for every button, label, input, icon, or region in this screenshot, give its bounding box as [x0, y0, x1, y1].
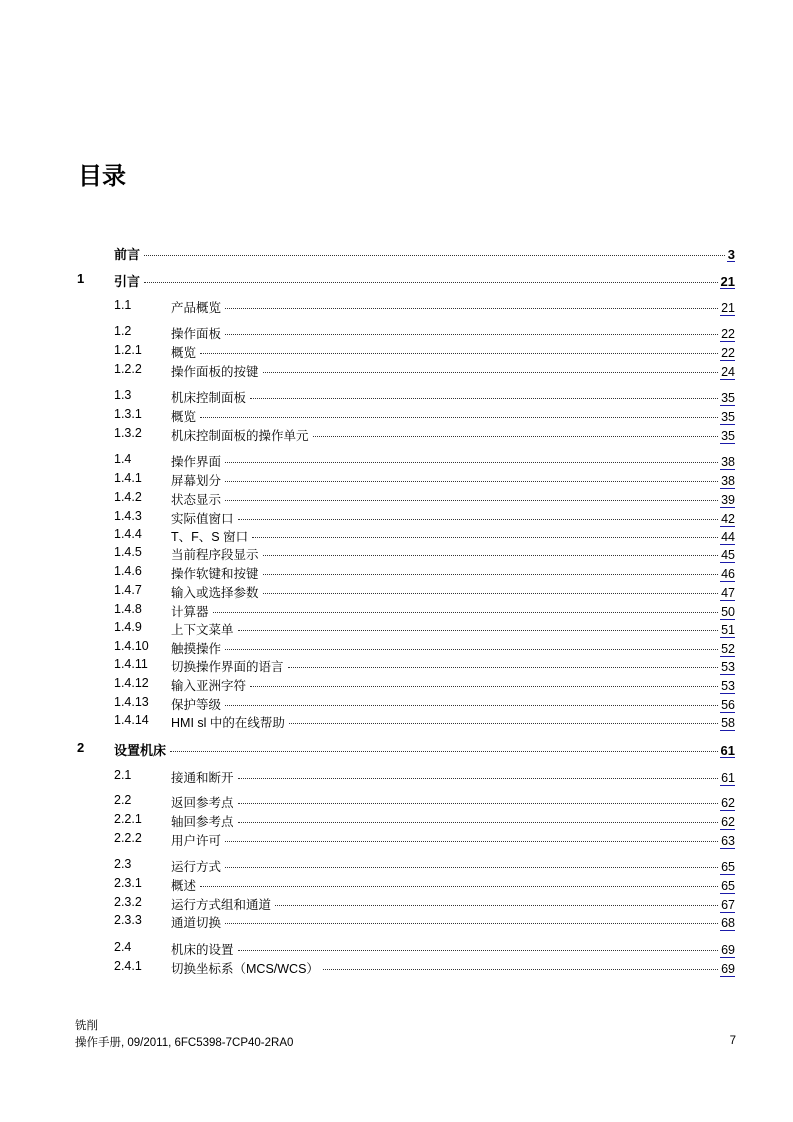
toc-entry-number: 1.2.2 — [114, 362, 142, 376]
toc-entry[interactable] — [0, 298, 793, 316]
toc-page-link[interactable]: 35 — [721, 410, 735, 424]
toc-dot-leader — [263, 371, 719, 373]
toc-entry-number: 1.3.1 — [114, 407, 142, 421]
toc-page-link[interactable]: 21 — [721, 301, 735, 315]
toc-dot-leader — [263, 592, 719, 594]
toc-entry[interactable] — [0, 857, 793, 875]
toc-entry-title: T、F、S 窗口 — [171, 530, 249, 544]
toc-dot-leader — [250, 397, 718, 399]
toc-entry-title: 屏幕划分 — [171, 474, 222, 488]
toc-dot-leader — [275, 904, 718, 906]
toc-page-link[interactable]: 61 — [720, 743, 735, 758]
toc-entry-title: 机床控制面板的操作单元 — [171, 429, 309, 443]
toc-entry[interactable] — [0, 343, 793, 361]
toc-dot-leader — [225, 333, 718, 335]
toc-page-link[interactable]: 22 — [721, 327, 735, 341]
toc-page-link[interactable]: 46 — [721, 567, 735, 581]
toc-entry[interactable] — [0, 895, 793, 913]
toc-page-link[interactable]: 65 — [721, 879, 735, 893]
toc-entry-title: 产品概览 — [171, 301, 222, 315]
toc-entry-title: 输入或选择参数 — [171, 586, 259, 600]
toc-page-link[interactable]: 51 — [721, 623, 735, 637]
toc-dot-leader — [288, 666, 719, 668]
toc-page-link[interactable]: 35 — [721, 429, 735, 443]
toc-entry[interactable] — [0, 768, 793, 786]
toc-dot-leader — [313, 435, 719, 437]
toc-entry-number: 1.3.2 — [114, 426, 142, 440]
toc-chapter-entry[interactable] — [0, 244, 793, 262]
toc-entry[interactable] — [0, 620, 793, 638]
toc-chapter-entry[interactable] — [0, 271, 793, 289]
toc-page-link[interactable]: 56 — [721, 698, 735, 712]
toc-entry[interactable] — [0, 583, 793, 601]
toc-page-link[interactable]: 63 — [721, 834, 735, 848]
toc-entry-number: 2.1 — [114, 768, 132, 782]
toc-entry-title: 机床的设置 — [171, 943, 234, 957]
toc-entry-number: 2.4 — [114, 940, 132, 954]
toc-entry-title: HMI sl 中的在线帮助 — [171, 716, 285, 730]
toc-entry-title: 机床控制面板 — [171, 391, 247, 405]
toc-entry-number: 1.4.6 — [114, 564, 142, 578]
toc-dot-leader — [225, 307, 718, 309]
toc-entry-title: 操作面板 — [171, 327, 222, 341]
toc-dot-leader — [144, 281, 718, 283]
toc-entry-title: 引言 — [114, 274, 141, 289]
toc-entry-number: 1.4.3 — [114, 509, 142, 523]
toc-entry[interactable] — [0, 426, 793, 444]
toc-entry-title: 状态显示 — [171, 493, 222, 507]
toc-entry[interactable] — [0, 471, 793, 489]
toc-entry[interactable] — [0, 913, 793, 931]
toc-page-link[interactable]: 67 — [721, 898, 735, 912]
toc-entry-number: 2.2.2 — [114, 831, 142, 845]
toc-entry-number: 2.3.1 — [114, 876, 142, 890]
toc-dot-leader — [225, 499, 718, 501]
toc-entry[interactable] — [0, 509, 793, 527]
toc-dot-leader — [200, 416, 718, 418]
toc-entry[interactable] — [0, 545, 793, 563]
toc-entry[interactable] — [0, 876, 793, 894]
toc-entry-title: 概览 — [171, 346, 197, 360]
toc-page-link[interactable]: 53 — [721, 660, 735, 674]
toc-entry-title: 实际值窗口 — [171, 512, 234, 526]
toc-entry-number: 2 — [77, 740, 85, 755]
toc-entry-title: 上下文菜单 — [171, 623, 234, 637]
toc-entry[interactable] — [0, 388, 793, 406]
toc-entry[interactable] — [0, 407, 793, 425]
toc-entry-number: 1.4.10 — [114, 639, 149, 653]
toc-entry[interactable] — [0, 940, 793, 958]
toc-entry-number: 1.4.7 — [114, 583, 142, 597]
toc-entry-title: 接通和断开 — [171, 771, 234, 785]
toc-page-link[interactable]: 65 — [721, 860, 735, 874]
toc-entry-number: 1.4.11 — [114, 657, 148, 671]
toc-entry-title: 用户许可 — [171, 834, 222, 848]
toc-entry-number: 1.4.2 — [114, 490, 142, 504]
toc-entry-title: 运行方式 — [171, 860, 222, 874]
toc-entry-number: 1.4.9 — [114, 620, 142, 634]
toc-dot-leader — [323, 968, 718, 970]
toc-entry[interactable] — [0, 695, 793, 713]
toc-page-link[interactable]: 62 — [721, 815, 735, 829]
toc-entry-number: 2.2.1 — [114, 812, 142, 826]
toc-page-link[interactable]: 21 — [720, 274, 735, 289]
toc-dot-leader — [238, 821, 719, 823]
toc-dot-leader — [144, 254, 725, 256]
toc-page-link[interactable]: 39 — [721, 493, 735, 507]
toc-dot-leader — [289, 722, 718, 724]
toc-entry-title: 前言 — [114, 247, 141, 262]
toc-entry[interactable] — [0, 490, 793, 508]
page-title: 目录 — [78, 162, 126, 190]
toc-entry-title: 通道切换 — [171, 916, 222, 930]
toc-entry-number: 1.4.14 — [114, 713, 149, 727]
toc-entry-number: 2.4.1 — [114, 959, 142, 973]
toc-dot-leader — [238, 518, 719, 520]
toc-dot-leader — [225, 480, 718, 482]
toc-entry[interactable] — [0, 831, 793, 849]
toc-entry-number: 1.1 — [114, 298, 132, 312]
toc-entry-number: 1.4 — [114, 452, 132, 466]
footer-product: 铣削 — [75, 1020, 98, 1032]
toc-entry-title: 设置机床 — [114, 743, 167, 758]
toc-page-link[interactable]: 22 — [721, 346, 735, 360]
toc-entry[interactable] — [0, 564, 793, 582]
toc-entry-title: 输入亚洲字符 — [171, 679, 247, 693]
toc-page-link[interactable]: 47 — [721, 586, 735, 600]
toc-page-link[interactable]: 53 — [721, 679, 735, 693]
footer-manual-info: 操作手册, 09/2011, 6FC5398-7CP40-2RA0 — [75, 1037, 294, 1049]
toc-entry[interactable] — [0, 452, 793, 470]
toc-entry[interactable] — [0, 362, 793, 380]
toc-page-link[interactable]: 38 — [721, 474, 735, 488]
toc-page-link[interactable]: 50 — [721, 605, 735, 619]
toc-entry[interactable] — [0, 713, 793, 731]
toc-page-link[interactable]: 42 — [721, 512, 735, 526]
toc-dot-leader — [238, 777, 719, 779]
toc-entry[interactable] — [0, 639, 793, 657]
toc-entry[interactable] — [0, 657, 793, 675]
toc-page-link[interactable]: 52 — [721, 642, 735, 656]
toc-dot-leader — [263, 554, 719, 556]
toc-page-link[interactable]: 3 — [727, 247, 735, 262]
toc-dot-leader — [225, 840, 718, 842]
toc-entry-title: 当前程序段显示 — [171, 548, 259, 562]
toc-dot-leader — [238, 629, 719, 631]
toc-entry-title: 保护等级 — [171, 698, 222, 712]
toc-page-link[interactable]: 38 — [721, 455, 735, 469]
toc-dot-leader — [200, 885, 718, 887]
toc-entry-title: 概述 — [171, 879, 197, 893]
toc-entry[interactable] — [0, 793, 793, 811]
toc-dot-leader — [263, 573, 719, 575]
toc-page-link[interactable]: 68 — [721, 916, 735, 930]
toc-entry-title: 返回参考点 — [171, 796, 234, 810]
toc-page-link[interactable]: 45 — [721, 548, 735, 562]
toc-entry[interactable] — [0, 527, 793, 545]
toc-entry-number: 2.3.3 — [114, 913, 142, 927]
toc-entry-number: 1.4.13 — [114, 695, 149, 709]
toc-entry-number: 1.4.1 — [114, 471, 142, 485]
toc-dot-leader — [225, 648, 718, 650]
toc-entry-title: 轴回参考点 — [171, 815, 234, 829]
toc-dot-leader — [238, 949, 719, 951]
toc-dot-leader — [200, 352, 718, 354]
toc-dot-leader — [170, 750, 718, 752]
toc-entry-number: 1.2 — [114, 324, 132, 338]
toc-entry[interactable] — [0, 602, 793, 620]
toc-entry-title: 操作软键和按键 — [171, 567, 259, 581]
toc-entry[interactable] — [0, 959, 793, 977]
toc-entry[interactable] — [0, 812, 793, 830]
toc-chapter-entry[interactable] — [0, 740, 793, 758]
toc-page-link[interactable]: 58 — [721, 716, 735, 730]
toc-entry-title: 切换坐标系（MCS/WCS） — [171, 962, 319, 976]
toc-entry-title: 概览 — [171, 410, 197, 424]
toc-entry-title: 触摸操作 — [171, 642, 222, 656]
toc-entry-number: 1.4.12 — [114, 676, 149, 690]
toc-page-link[interactable]: 44 — [721, 530, 735, 544]
toc-dot-leader — [213, 611, 719, 613]
toc-dot-leader — [225, 704, 718, 706]
footer-page-number: 7 — [729, 1035, 736, 1047]
toc-entry-number: 1.4.8 — [114, 602, 142, 616]
toc-entry[interactable] — [0, 676, 793, 694]
toc-entry-title: 计算器 — [171, 605, 209, 619]
toc-entry-title: 操作面板的按键 — [171, 365, 259, 379]
toc-entry-number: 1.4.4 — [114, 527, 142, 541]
toc-dot-leader — [225, 922, 718, 924]
toc-entry-number: 2.2 — [114, 793, 132, 807]
toc-dot-leader — [252, 536, 718, 538]
toc-entry-number: 2.3.2 — [114, 895, 142, 909]
toc-entry-title: 操作界面 — [171, 455, 222, 469]
toc-entry-title: 运行方式组和通道 — [171, 898, 272, 912]
toc-dot-leader — [225, 866, 718, 868]
toc-page-link[interactable]: 61 — [721, 771, 735, 785]
toc-entry-number: 1.2.1 — [114, 343, 142, 357]
toc-page-link[interactable]: 24 — [721, 365, 735, 379]
toc-entry-number: 2.3 — [114, 857, 132, 871]
toc-dot-leader — [225, 461, 718, 463]
toc-page-link[interactable]: 62 — [721, 796, 735, 810]
toc-entry-title: 切换操作界面的语言 — [171, 660, 284, 674]
toc-entry-number: 1.4.5 — [114, 545, 142, 559]
toc-dot-leader — [238, 802, 719, 804]
toc-entry-number: 1.3 — [114, 388, 132, 402]
toc-page-link[interactable]: 35 — [721, 391, 735, 405]
toc-entry[interactable] — [0, 324, 793, 342]
toc-dot-leader — [250, 685, 718, 687]
toc-entry-number: 1 — [77, 271, 85, 286]
footer — [75, 1018, 293, 1052]
toc-page-link[interactable]: 69 — [721, 962, 735, 976]
toc-page-link[interactable]: 69 — [721, 943, 735, 957]
